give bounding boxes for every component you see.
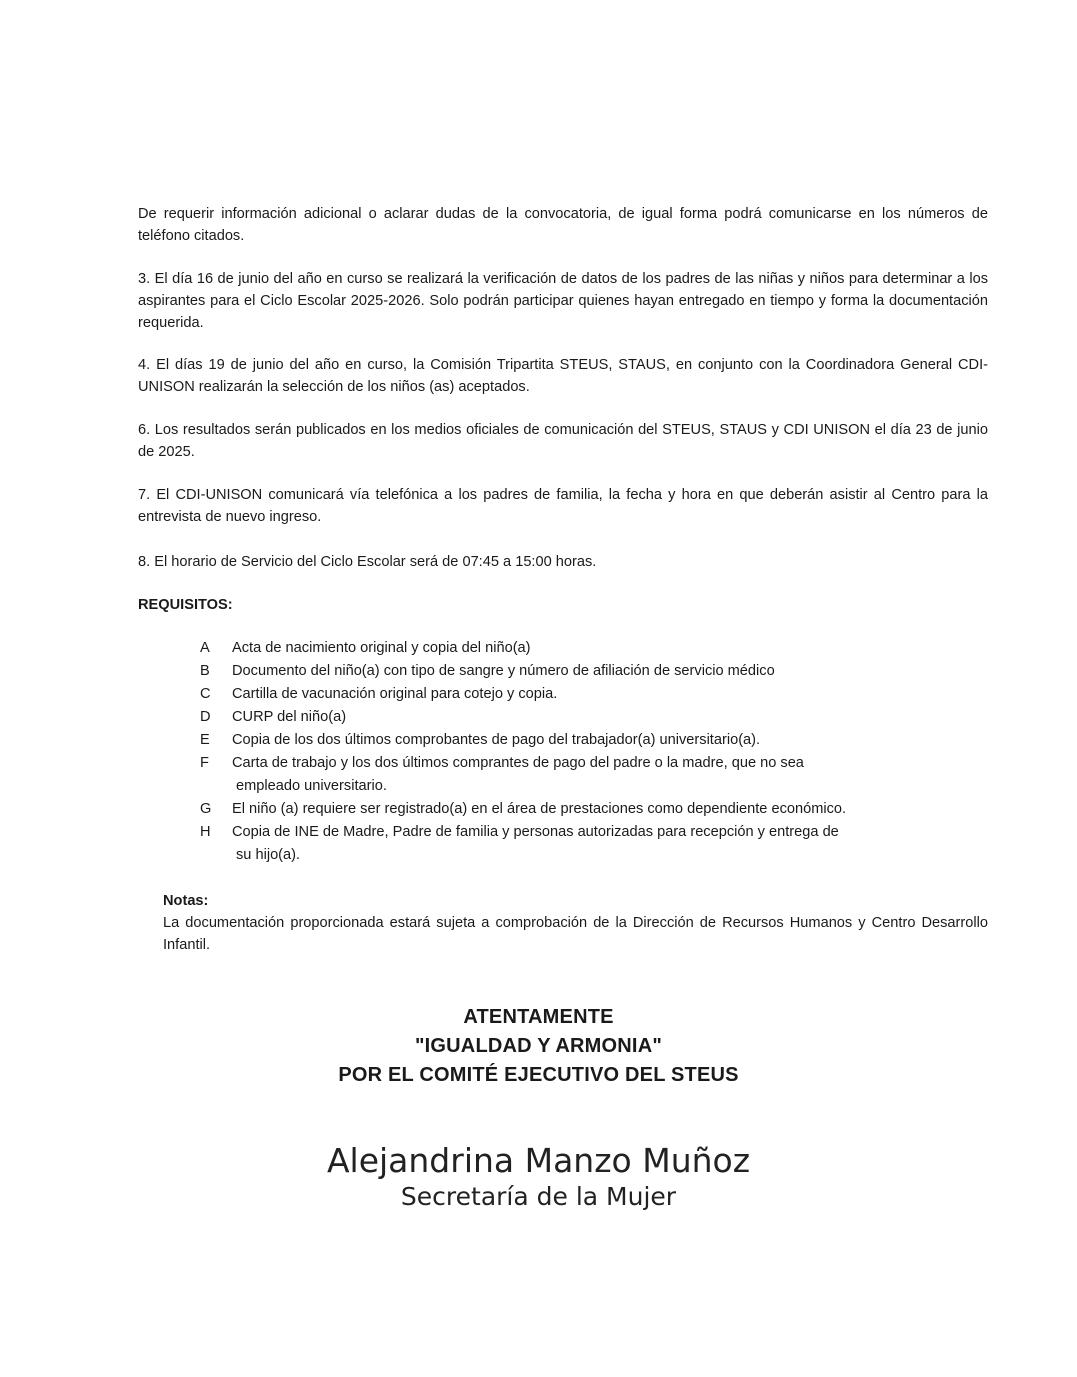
closing-block [0,1003,1077,1090]
requisito-letter: E [200,732,210,748]
requisito-item [198,683,938,706]
requisito-item [198,729,938,752]
requisito-letter: G [200,801,212,817]
signature-block [0,1140,1077,1212]
closing-committee: POR EL COMITÉ EJECUTIVO DEL STEUS [338,1064,739,1086]
notas-title: Notas: [163,893,209,909]
signer-name: Alejandrina Manzo Muñoz [326,1141,751,1180]
requisito-item [198,637,938,660]
requisito-item [198,752,938,798]
requisito-letter: A [200,640,210,656]
requisito-text-line: Documento del niño(a) con tipo de sangre y número de afiliación de servicio médico [232,663,775,679]
requisito-letter: B [200,663,210,679]
requisito-letter: H [200,824,211,840]
closing-atentamente: ATENTAMENTE [463,1006,614,1028]
requisito-item [198,798,938,821]
requisito-text-line: CURP del niño(a) [232,709,347,725]
paragraph-4: 4. El días 19 de junio del año en curso, la Comisión Tripartita STEUS, STAUS, en conjunto con la Coordinadora General CDI-UNISON realizarán la selección de los niños (as) aceptados. [138,357,988,395]
requisito-text-continuation: empleado universitario. [236,778,387,794]
requisito-text-line: Copia de los dos últimos comprobantes de pago del trabajador(a) universitario(a). [232,732,761,748]
requisito-letter: F [200,755,209,771]
requisito-item [198,821,938,867]
requisito-text-line: Cartilla de vacunación original para cotejo y copia. [232,686,558,702]
notas-text: La documentación proporcionada estará sujeta a comprobación de la Dirección de Recursos Humanos y Centro Desarrollo Infantil. [163,915,988,953]
paragraph-6: 6. Los resultados serán publicados en los medios oficiales de comunicación del STEUS, STAUS y CDI UNISON el día 23 de junio de 2025. [138,422,988,460]
requisitos-list [198,637,938,867]
requisito-text [228,706,938,729]
paragraph-info: De requerir información adicional o aclarar dudas de la convocatoria, de igual forma podrá comunicarse en los números de teléfono citados. [138,206,988,244]
requisito-text-line: Copia de INE de Madre, Padre de familia y personas autorizadas para recepción y entrega de [232,824,839,840]
requisito-text-line: El niño (a) requiere ser registrado(a) en el área de prestaciones como dependiente económico. [232,801,847,817]
requisitos-heading: REQUISITOS: [138,597,233,613]
requisito-text [228,798,938,821]
requisito-text [228,637,938,660]
requisito-text-line: Acta de nacimiento original y copia del niño(a) [232,640,531,656]
requisito-letter: C [200,686,211,702]
notas-section [163,890,988,956]
requisito-item [198,706,938,729]
requisito-text [228,683,938,706]
paragraph-8: 8. El horario de Servicio del Ciclo Escolar será de 07:45 a 15:00 horas. [138,554,597,570]
closing-motto: "IGUALDAD Y ARMONIA" [414,1035,663,1057]
requisito-letter: D [200,709,211,725]
paragraph-7: 7. El CDI-UNISON comunicará vía telefónica a los padres de familia, la fecha y hora en que deberán asistir al Centro para la entrevista de nuevo ingreso. [138,487,988,525]
requisito-text [228,729,938,752]
requisito-text [228,660,938,683]
requisito-text [228,752,938,798]
signer-role: Secretaría de la Mujer [400,1182,677,1211]
requisito-text [228,821,938,867]
paragraph-3: 3. El día 16 de junio del año en curso se realizará la verificación de datos de los padres de las niñas y niños para determinar a los aspirantes para el Ciclo Escolar 2025-2026. Solo podrán participar quienes hayan entregado en tiempo y forma la documentación requerida. [138,271,988,331]
requisito-item [198,660,938,683]
requisito-text-continuation: su hijo(a). [236,847,301,863]
requisito-text-line: Carta de trabajo y los dos últimos comprantes de pago del padre o la madre, que no sea [232,755,804,771]
